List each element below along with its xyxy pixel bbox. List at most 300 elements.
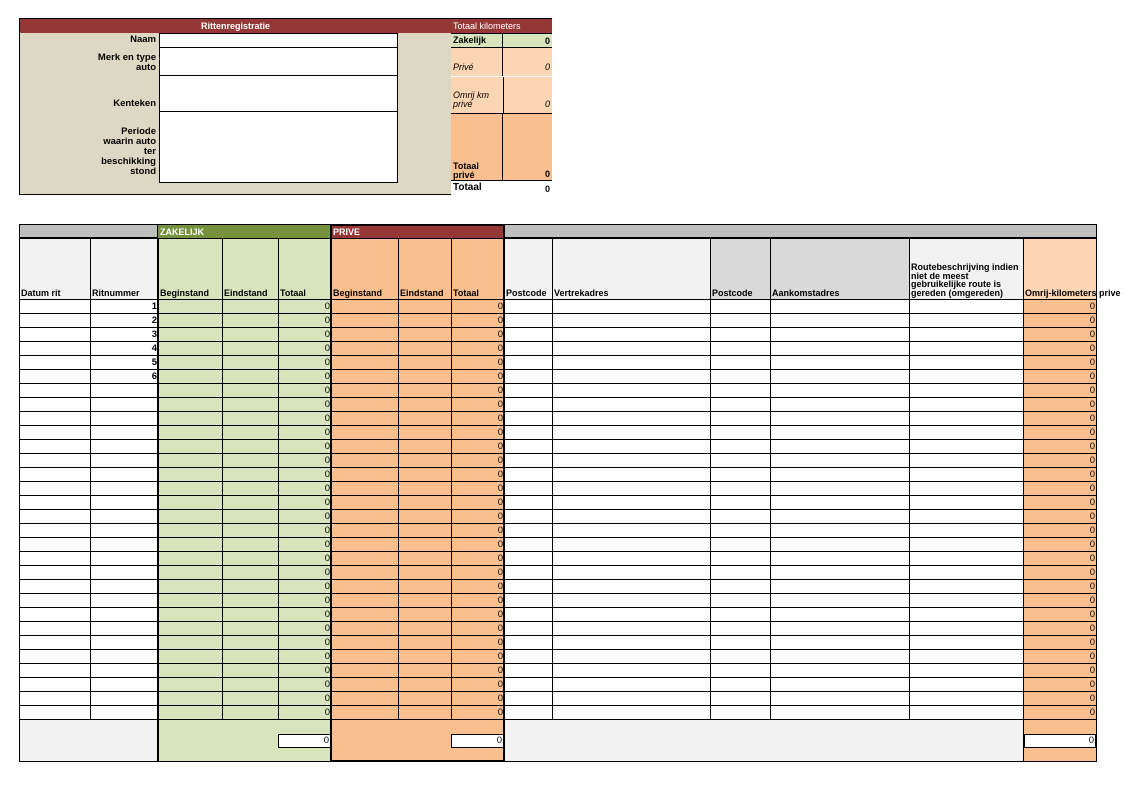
cell-postcode-aankomst-row-21[interactable] xyxy=(710,579,771,594)
cell-postcode-aankomst-row-29[interactable] xyxy=(710,691,771,706)
cell-prive-begin-row-11[interactable] xyxy=(331,439,399,454)
cell-prive-begin-row-30[interactable] xyxy=(331,705,399,720)
cell-ritnummer-row-7[interactable] xyxy=(90,383,159,398)
cell-omrij-km-prive-row-20[interactable] xyxy=(1023,565,1097,580)
cell-vertrekadres-row-7[interactable] xyxy=(552,383,711,398)
cell-routebeschrijving-row-11[interactable] xyxy=(909,439,1024,454)
cell-omrij-km-prive-row-19[interactable] xyxy=(1023,551,1097,566)
cell-postcode-vertrek-row-25[interactable] xyxy=(504,635,553,650)
cell-vertrekadres-row-19[interactable] xyxy=(552,551,711,566)
cell-postcode-vertrek-row-24[interactable] xyxy=(504,621,553,636)
cell-prive-totaal-row-16[interactable] xyxy=(451,509,505,524)
cell-vertrekadres-row-2[interactable] xyxy=(552,313,711,328)
cell-ritnummer-row-18[interactable] xyxy=(90,537,159,552)
cell-postcode-aankomst-row-19[interactable] xyxy=(710,551,771,566)
cell-zakelijk-eind-row-20[interactable] xyxy=(222,565,279,580)
cell-omrij-km-prive-row-8[interactable] xyxy=(1023,397,1097,412)
cell-vertrekadres-row-27[interactable] xyxy=(552,663,711,678)
cell-prive-eind-row-18[interactable] xyxy=(398,537,452,552)
cell-aankomstadres-row-15[interactable] xyxy=(770,495,910,510)
cell-prive-totaal-row-19[interactable] xyxy=(451,551,505,566)
cell-zakelijk-begin-row-3[interactable] xyxy=(158,327,223,342)
cell-datum-rit-row-9[interactable] xyxy=(19,411,91,426)
cell-prive-totaal-row-10[interactable] xyxy=(451,425,505,440)
cell-zakelijk-eind-row-26[interactable] xyxy=(222,649,279,664)
cell-zakelijk-eind-row-23[interactable] xyxy=(222,607,279,622)
cell-vertrekadres-row-30[interactable] xyxy=(552,705,711,720)
cell-routebeschrijving-row-16[interactable] xyxy=(909,509,1024,524)
cell-zakelijk-totaal-row-30[interactable] xyxy=(278,705,332,720)
cell-routebeschrijving-row-13[interactable] xyxy=(909,467,1024,482)
cell-routebeschrijving-row-5[interactable] xyxy=(909,355,1024,370)
cell-datum-rit-row-29[interactable] xyxy=(19,691,91,706)
cell-zakelijk-totaal-row-23[interactable] xyxy=(278,607,332,622)
cell-postcode-aankomst-row-2[interactable] xyxy=(710,313,771,328)
cell-ritnummer-row-1[interactable] xyxy=(90,299,159,314)
cell-zakelijk-totaal-row-9[interactable] xyxy=(278,411,332,426)
cell-prive-eind-row-14[interactable] xyxy=(398,481,452,496)
cell-prive-eind-row-13[interactable] xyxy=(398,467,452,482)
cell-datum-rit-row-3[interactable] xyxy=(19,327,91,342)
cell-prive-eind-row-20[interactable] xyxy=(398,565,452,580)
cell-vertrekadres-row-25[interactable] xyxy=(552,635,711,650)
cell-routebeschrijving-row-22[interactable] xyxy=(909,593,1024,608)
cell-zakelijk-totaal-row-17[interactable] xyxy=(278,523,332,538)
cell-omrij-km-prive-row-2[interactable] xyxy=(1023,313,1097,328)
cell-aankomstadres-row-30[interactable] xyxy=(770,705,910,720)
cell-prive-eind-row-11[interactable] xyxy=(398,439,452,454)
cell-vertrekadres-row-23[interactable] xyxy=(552,607,711,622)
cell-postcode-vertrek-row-6[interactable] xyxy=(504,369,553,384)
cell-postcode-vertrek-row-22[interactable] xyxy=(504,593,553,608)
cell-zakelijk-begin-row-24[interactable] xyxy=(158,621,223,636)
cell-postcode-vertrek-row-4[interactable] xyxy=(504,341,553,356)
cell-prive-begin-row-27[interactable] xyxy=(331,663,399,678)
cell-routebeschrijving-row-7[interactable] xyxy=(909,383,1024,398)
cell-prive-eind-row-26[interactable] xyxy=(398,649,452,664)
cell-datum-rit-row-25[interactable] xyxy=(19,635,91,650)
cell-postcode-vertrek-row-7[interactable] xyxy=(504,383,553,398)
cell-omrij-km-prive-row-23[interactable] xyxy=(1023,607,1097,622)
cell-prive-eind-row-29[interactable] xyxy=(398,691,452,706)
cell-prive-totaal-row-3[interactable] xyxy=(451,327,505,342)
cell-postcode-aankomst-row-9[interactable] xyxy=(710,411,771,426)
cell-zakelijk-eind-row-11[interactable] xyxy=(222,439,279,454)
cell-prive-begin-row-6[interactable] xyxy=(331,369,399,384)
cell-prive-eind-row-19[interactable] xyxy=(398,551,452,566)
cell-prive-begin-row-20[interactable] xyxy=(331,565,399,580)
cell-prive-begin-row-29[interactable] xyxy=(331,691,399,706)
cell-postcode-vertrek-row-5[interactable] xyxy=(504,355,553,370)
cell-omrij-km-prive-row-4[interactable] xyxy=(1023,341,1097,356)
cell-postcode-aankomst-row-7[interactable] xyxy=(710,383,771,398)
cell-datum-rit-row-21[interactable] xyxy=(19,579,91,594)
cell-prive-totaal-row-14[interactable] xyxy=(451,481,505,496)
cell-zakelijk-begin-row-15[interactable] xyxy=(158,495,223,510)
cell-zakelijk-totaal-row-5[interactable] xyxy=(278,355,332,370)
cell-routebeschrijving-row-15[interactable] xyxy=(909,495,1024,510)
cell-aankomstadres-row-28[interactable] xyxy=(770,677,910,692)
cell-prive-begin-row-12[interactable] xyxy=(331,453,399,468)
cell-postcode-aankomst-row-3[interactable] xyxy=(710,327,771,342)
cell-zakelijk-begin-row-17[interactable] xyxy=(158,523,223,538)
cell-postcode-vertrek-row-30[interactable] xyxy=(504,705,553,720)
cell-ritnummer-row-12[interactable] xyxy=(90,453,159,468)
cell-vertrekadres-row-17[interactable] xyxy=(552,523,711,538)
cell-prive-eind-row-22[interactable] xyxy=(398,593,452,608)
cell-datum-rit-row-13[interactable] xyxy=(19,467,91,482)
cell-omrij-km-prive-row-22[interactable] xyxy=(1023,593,1097,608)
cell-datum-rit-row-8[interactable] xyxy=(19,397,91,412)
cell-zakelijk-totaal-row-8[interactable] xyxy=(278,397,332,412)
cell-omrij-km-prive-row-26[interactable] xyxy=(1023,649,1097,664)
cell-datum-rit-row-10[interactable] xyxy=(19,425,91,440)
cell-zakelijk-begin-row-23[interactable] xyxy=(158,607,223,622)
cell-prive-begin-row-7[interactable] xyxy=(331,383,399,398)
cell-routebeschrijving-row-27[interactable] xyxy=(909,663,1024,678)
cell-prive-totaal-row-27[interactable] xyxy=(451,663,505,678)
cell-prive-eind-row-25[interactable] xyxy=(398,635,452,650)
cell-zakelijk-totaal-row-29[interactable] xyxy=(278,691,332,706)
cell-postcode-vertrek-row-8[interactable] xyxy=(504,397,553,412)
cell-zakelijk-eind-row-25[interactable] xyxy=(222,635,279,650)
cell-postcode-aankomst-row-12[interactable] xyxy=(710,453,771,468)
cell-prive-begin-row-23[interactable] xyxy=(331,607,399,622)
cell-aankomstadres-row-10[interactable] xyxy=(770,425,910,440)
cell-postcode-aankomst-row-1[interactable] xyxy=(710,299,771,314)
cell-datum-rit-row-27[interactable] xyxy=(19,663,91,678)
cell-ritnummer-row-24[interactable] xyxy=(90,621,159,636)
cell-prive-begin-row-25[interactable] xyxy=(331,635,399,650)
cell-postcode-vertrek-row-1[interactable] xyxy=(504,299,553,314)
cell-aankomstadres-row-24[interactable] xyxy=(770,621,910,636)
cell-aankomstadres-row-13[interactable] xyxy=(770,467,910,482)
cell-prive-totaal-row-29[interactable] xyxy=(451,691,505,706)
cell-postcode-aankomst-row-28[interactable] xyxy=(710,677,771,692)
cell-zakelijk-begin-row-1[interactable] xyxy=(158,299,223,314)
cell-prive-eind-row-17[interactable] xyxy=(398,523,452,538)
cell-aankomstadres-row-7[interactable] xyxy=(770,383,910,398)
cell-postcode-vertrek-row-16[interactable] xyxy=(504,509,553,524)
cell-prive-totaal-row-5[interactable] xyxy=(451,355,505,370)
zakelijk-total-field[interactable]: 0 xyxy=(278,734,331,748)
cell-postcode-aankomst-row-30[interactable] xyxy=(710,705,771,720)
cell-prive-totaal-row-21[interactable] xyxy=(451,579,505,594)
cell-zakelijk-totaal-row-26[interactable] xyxy=(278,649,332,664)
cell-postcode-vertrek-row-9[interactable] xyxy=(504,411,553,426)
cell-prive-totaal-row-7[interactable] xyxy=(451,383,505,398)
cell-prive-begin-row-18[interactable] xyxy=(331,537,399,552)
prive-total-field[interactable]: 0 xyxy=(451,734,504,748)
cell-postcode-vertrek-row-11[interactable] xyxy=(504,439,553,454)
merk-field[interactable] xyxy=(159,47,398,76)
cell-zakelijk-begin-row-30[interactable] xyxy=(158,705,223,720)
cell-postcode-aankomst-row-22[interactable] xyxy=(710,593,771,608)
cell-zakelijk-totaal-row-19[interactable] xyxy=(278,551,332,566)
cell-vertrekadres-row-22[interactable] xyxy=(552,593,711,608)
cell-omrij-km-prive-row-7[interactable] xyxy=(1023,383,1097,398)
cell-datum-rit-row-22[interactable] xyxy=(19,593,91,608)
cell-prive-eind-row-12[interactable] xyxy=(398,453,452,468)
cell-vertrekadres-row-12[interactable] xyxy=(552,453,711,468)
cell-prive-begin-row-14[interactable] xyxy=(331,481,399,496)
cell-postcode-vertrek-row-29[interactable] xyxy=(504,691,553,706)
cell-zakelijk-begin-row-11[interactable] xyxy=(158,439,223,454)
cell-prive-begin-row-8[interactable] xyxy=(331,397,399,412)
cell-aankomstadres-row-4[interactable] xyxy=(770,341,910,356)
cell-prive-eind-row-23[interactable] xyxy=(398,607,452,622)
cell-zakelijk-eind-row-30[interactable] xyxy=(222,705,279,720)
cell-aankomstadres-row-17[interactable] xyxy=(770,523,910,538)
cell-postcode-aankomst-row-26[interactable] xyxy=(710,649,771,664)
cell-vertrekadres-row-3[interactable] xyxy=(552,327,711,342)
cell-zakelijk-totaal-row-22[interactable] xyxy=(278,593,332,608)
cell-zakelijk-eind-row-13[interactable] xyxy=(222,467,279,482)
cell-postcode-aankomst-row-5[interactable] xyxy=(710,355,771,370)
cell-prive-eind-row-1[interactable] xyxy=(398,299,452,314)
cell-zakelijk-eind-row-9[interactable] xyxy=(222,411,279,426)
cell-vertrekadres-row-20[interactable] xyxy=(552,565,711,580)
cell-zakelijk-begin-row-13[interactable] xyxy=(158,467,223,482)
cell-postcode-aankomst-row-13[interactable] xyxy=(710,467,771,482)
cell-omrij-km-prive-row-18[interactable] xyxy=(1023,537,1097,552)
cell-aankomstadres-row-11[interactable] xyxy=(770,439,910,454)
cell-prive-totaal-row-4[interactable] xyxy=(451,341,505,356)
cell-ritnummer-row-16[interactable] xyxy=(90,509,159,524)
cell-ritnummer-row-10[interactable] xyxy=(90,425,159,440)
cell-zakelijk-eind-row-16[interactable] xyxy=(222,509,279,524)
cell-aankomstadres-row-9[interactable] xyxy=(770,411,910,426)
cell-ritnummer-row-19[interactable] xyxy=(90,551,159,566)
cell-zakelijk-begin-row-2[interactable] xyxy=(158,313,223,328)
cell-datum-rit-row-15[interactable] xyxy=(19,495,91,510)
cell-prive-totaal-row-13[interactable] xyxy=(451,467,505,482)
cell-prive-eind-row-30[interactable] xyxy=(398,705,452,720)
cell-prive-eind-row-21[interactable] xyxy=(398,579,452,594)
cell-zakelijk-eind-row-24[interactable] xyxy=(222,621,279,636)
cell-zakelijk-totaal-row-14[interactable] xyxy=(278,481,332,496)
cell-zakelijk-totaal-row-6[interactable] xyxy=(278,369,332,384)
cell-vertrekadres-row-6[interactable] xyxy=(552,369,711,384)
cell-routebeschrijving-row-29[interactable] xyxy=(909,691,1024,706)
cell-prive-begin-row-28[interactable] xyxy=(331,677,399,692)
cell-zakelijk-eind-row-28[interactable] xyxy=(222,677,279,692)
cell-vertrekadres-row-1[interactable] xyxy=(552,299,711,314)
cell-prive-begin-row-16[interactable] xyxy=(331,509,399,524)
cell-vertrekadres-row-10[interactable] xyxy=(552,425,711,440)
cell-zakelijk-totaal-row-11[interactable] xyxy=(278,439,332,454)
cell-routebeschrijving-row-28[interactable] xyxy=(909,677,1024,692)
cell-omrij-km-prive-row-9[interactable] xyxy=(1023,411,1097,426)
cell-ritnummer-row-2[interactable] xyxy=(90,313,159,328)
cell-zakelijk-totaal-row-24[interactable] xyxy=(278,621,332,636)
cell-zakelijk-eind-row-19[interactable] xyxy=(222,551,279,566)
cell-routebeschrijving-row-8[interactable] xyxy=(909,397,1024,412)
cell-zakelijk-totaal-row-2[interactable] xyxy=(278,313,332,328)
cell-prive-begin-row-1[interactable] xyxy=(331,299,399,314)
cell-ritnummer-row-4[interactable] xyxy=(90,341,159,356)
cell-aankomstadres-row-5[interactable] xyxy=(770,355,910,370)
cell-routebeschrijving-row-17[interactable] xyxy=(909,523,1024,538)
cell-prive-begin-row-10[interactable] xyxy=(331,425,399,440)
cell-postcode-vertrek-row-17[interactable] xyxy=(504,523,553,538)
cell-zakelijk-begin-row-27[interactable] xyxy=(158,663,223,678)
cell-zakelijk-eind-row-3[interactable] xyxy=(222,327,279,342)
cell-vertrekadres-row-18[interactable] xyxy=(552,537,711,552)
cell-zakelijk-totaal-row-4[interactable] xyxy=(278,341,332,356)
cell-postcode-aankomst-row-8[interactable] xyxy=(710,397,771,412)
cell-omrij-km-prive-row-28[interactable] xyxy=(1023,677,1097,692)
cell-zakelijk-totaal-row-27[interactable] xyxy=(278,663,332,678)
cell-omrij-km-prive-row-5[interactable] xyxy=(1023,355,1097,370)
cell-aankomstadres-row-21[interactable] xyxy=(770,579,910,594)
cell-zakelijk-totaal-row-13[interactable] xyxy=(278,467,332,482)
cell-zakelijk-eind-row-5[interactable] xyxy=(222,355,279,370)
cell-postcode-aankomst-row-25[interactable] xyxy=(710,635,771,650)
cell-zakelijk-totaal-row-1[interactable] xyxy=(278,299,332,314)
cell-postcode-vertrek-row-28[interactable] xyxy=(504,677,553,692)
cell-datum-rit-row-30[interactable] xyxy=(19,705,91,720)
cell-prive-totaal-row-1[interactable] xyxy=(451,299,505,314)
cell-prive-begin-row-22[interactable] xyxy=(331,593,399,608)
cell-prive-eind-row-15[interactable] xyxy=(398,495,452,510)
cell-postcode-vertrek-row-27[interactable] xyxy=(504,663,553,678)
cell-zakelijk-begin-row-18[interactable] xyxy=(158,537,223,552)
cell-prive-totaal-row-24[interactable] xyxy=(451,621,505,636)
cell-aankomstadres-row-1[interactable] xyxy=(770,299,910,314)
cell-prive-eind-row-28[interactable] xyxy=(398,677,452,692)
cell-ritnummer-row-8[interactable] xyxy=(90,397,159,412)
cell-prive-eind-row-16[interactable] xyxy=(398,509,452,524)
cell-postcode-aankomst-row-20[interactable] xyxy=(710,565,771,580)
cell-aankomstadres-row-3[interactable] xyxy=(770,327,910,342)
cell-postcode-vertrek-row-18[interactable] xyxy=(504,537,553,552)
cell-aankomstadres-row-16[interactable] xyxy=(770,509,910,524)
cell-ritnummer-row-15[interactable] xyxy=(90,495,159,510)
cell-zakelijk-eind-row-8[interactable] xyxy=(222,397,279,412)
cell-routebeschrijving-row-12[interactable] xyxy=(909,453,1024,468)
cell-datum-rit-row-12[interactable] xyxy=(19,453,91,468)
cell-postcode-aankomst-row-4[interactable] xyxy=(710,341,771,356)
cell-prive-begin-row-2[interactable] xyxy=(331,313,399,328)
cell-aankomstadres-row-14[interactable] xyxy=(770,481,910,496)
cell-prive-totaal-row-22[interactable] xyxy=(451,593,505,608)
cell-ritnummer-row-28[interactable] xyxy=(90,677,159,692)
cell-omrij-km-prive-row-11[interactable] xyxy=(1023,439,1097,454)
cell-ritnummer-row-23[interactable] xyxy=(90,607,159,622)
cell-prive-begin-row-13[interactable] xyxy=(331,467,399,482)
cell-prive-begin-row-17[interactable] xyxy=(331,523,399,538)
cell-prive-totaal-row-25[interactable] xyxy=(451,635,505,650)
cell-routebeschrijving-row-1[interactable] xyxy=(909,299,1024,314)
cell-vertrekadres-row-15[interactable] xyxy=(552,495,711,510)
cell-routebeschrijving-row-30[interactable] xyxy=(909,705,1024,720)
cell-omrij-km-prive-row-10[interactable] xyxy=(1023,425,1097,440)
cell-zakelijk-eind-row-4[interactable] xyxy=(222,341,279,356)
cell-postcode-vertrek-row-15[interactable] xyxy=(504,495,553,510)
cell-routebeschrijving-row-10[interactable] xyxy=(909,425,1024,440)
cell-datum-rit-row-23[interactable] xyxy=(19,607,91,622)
cell-prive-eind-row-7[interactable] xyxy=(398,383,452,398)
cell-omrij-km-prive-row-15[interactable] xyxy=(1023,495,1097,510)
cell-zakelijk-begin-row-10[interactable] xyxy=(158,425,223,440)
cell-zakelijk-begin-row-6[interactable] xyxy=(158,369,223,384)
cell-zakelijk-begin-row-28[interactable] xyxy=(158,677,223,692)
cell-ritnummer-row-6[interactable] xyxy=(90,369,159,384)
cell-aankomstadres-row-18[interactable] xyxy=(770,537,910,552)
cell-prive-begin-row-19[interactable] xyxy=(331,551,399,566)
cell-aankomstadres-row-27[interactable] xyxy=(770,663,910,678)
cell-routebeschrijving-row-21[interactable] xyxy=(909,579,1024,594)
naam-field[interactable] xyxy=(159,33,398,48)
cell-zakelijk-eind-row-27[interactable] xyxy=(222,663,279,678)
cell-datum-rit-row-14[interactable] xyxy=(19,481,91,496)
cell-vertrekadres-row-24[interactable] xyxy=(552,621,711,636)
cell-zakelijk-eind-row-2[interactable] xyxy=(222,313,279,328)
cell-routebeschrijving-row-20[interactable] xyxy=(909,565,1024,580)
cell-zakelijk-begin-row-21[interactable] xyxy=(158,579,223,594)
cell-zakelijk-begin-row-19[interactable] xyxy=(158,551,223,566)
cell-omrij-km-prive-row-30[interactable] xyxy=(1023,705,1097,720)
cell-aankomstadres-row-8[interactable] xyxy=(770,397,910,412)
cell-prive-totaal-row-26[interactable] xyxy=(451,649,505,664)
cell-prive-eind-row-2[interactable] xyxy=(398,313,452,328)
cell-postcode-vertrek-row-13[interactable] xyxy=(504,467,553,482)
cell-postcode-vertrek-row-12[interactable] xyxy=(504,453,553,468)
kenteken-field[interactable] xyxy=(159,75,398,112)
cell-postcode-aankomst-row-18[interactable] xyxy=(710,537,771,552)
cell-prive-begin-row-21[interactable] xyxy=(331,579,399,594)
cell-vertrekadres-row-16[interactable] xyxy=(552,509,711,524)
cell-omrij-km-prive-row-3[interactable] xyxy=(1023,327,1097,342)
cell-datum-rit-row-16[interactable] xyxy=(19,509,91,524)
cell-ritnummer-row-30[interactable] xyxy=(90,705,159,720)
cell-routebeschrijving-row-9[interactable] xyxy=(909,411,1024,426)
cell-aankomstadres-row-26[interactable] xyxy=(770,649,910,664)
cell-prive-totaal-row-30[interactable] xyxy=(451,705,505,720)
cell-vertrekadres-row-9[interactable] xyxy=(552,411,711,426)
cell-postcode-vertrek-row-14[interactable] xyxy=(504,481,553,496)
cell-zakelijk-totaal-row-25[interactable] xyxy=(278,635,332,650)
cell-ritnummer-row-22[interactable] xyxy=(90,593,159,608)
cell-postcode-vertrek-row-21[interactable] xyxy=(504,579,553,594)
cell-prive-totaal-row-6[interactable] xyxy=(451,369,505,384)
cell-zakelijk-totaal-row-18[interactable] xyxy=(278,537,332,552)
cell-aankomstadres-row-29[interactable] xyxy=(770,691,910,706)
cell-prive-totaal-row-20[interactable] xyxy=(451,565,505,580)
cell-zakelijk-eind-row-18[interactable] xyxy=(222,537,279,552)
cell-vertrekadres-row-26[interactable] xyxy=(552,649,711,664)
cell-zakelijk-begin-row-8[interactable] xyxy=(158,397,223,412)
cell-datum-rit-row-20[interactable] xyxy=(19,565,91,580)
cell-postcode-vertrek-row-3[interactable] xyxy=(504,327,553,342)
cell-postcode-aankomst-row-16[interactable] xyxy=(710,509,771,524)
cell-prive-totaal-row-28[interactable] xyxy=(451,677,505,692)
cell-vertrekadres-row-5[interactable] xyxy=(552,355,711,370)
cell-prive-begin-row-24[interactable] xyxy=(331,621,399,636)
cell-prive-totaal-row-17[interactable] xyxy=(451,523,505,538)
cell-zakelijk-eind-row-12[interactable] xyxy=(222,453,279,468)
cell-postcode-aankomst-row-11[interactable] xyxy=(710,439,771,454)
cell-zakelijk-eind-row-17[interactable] xyxy=(222,523,279,538)
cell-ritnummer-row-14[interactable] xyxy=(90,481,159,496)
cell-postcode-aankomst-row-6[interactable] xyxy=(710,369,771,384)
cell-zakelijk-begin-row-7[interactable] xyxy=(158,383,223,398)
cell-ritnummer-row-13[interactable] xyxy=(90,467,159,482)
cell-omrij-km-prive-row-14[interactable] xyxy=(1023,481,1097,496)
cell-postcode-vertrek-row-23[interactable] xyxy=(504,607,553,622)
cell-routebeschrijving-row-24[interactable] xyxy=(909,621,1024,636)
